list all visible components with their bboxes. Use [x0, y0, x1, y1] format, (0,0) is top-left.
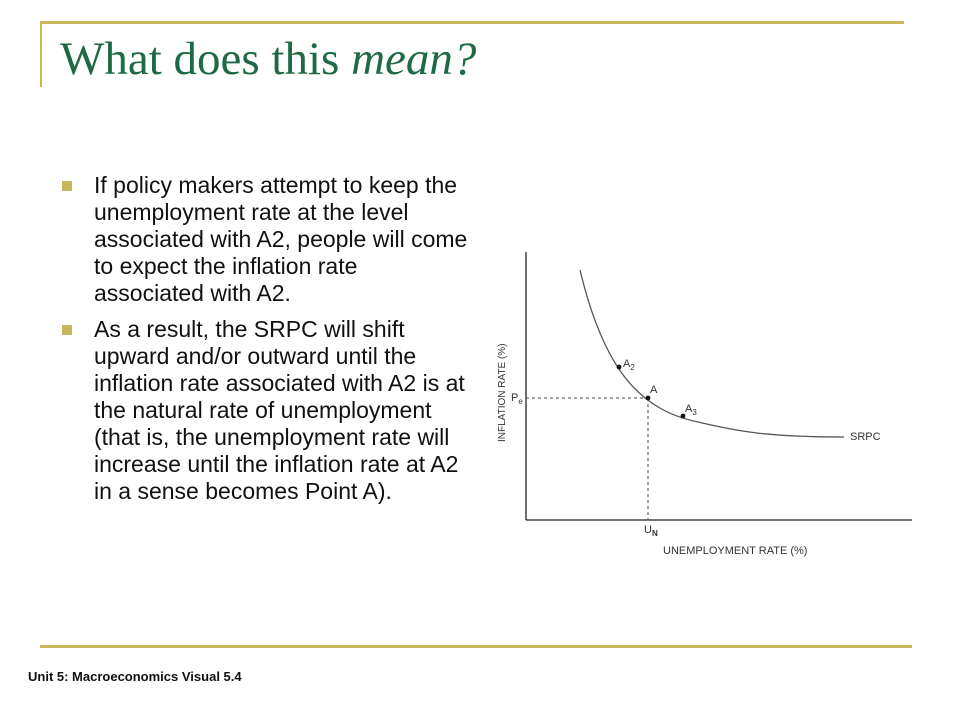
footer-caption: Unit 5: Macroeconomics Visual 5.4 — [28, 669, 242, 684]
srpc-label: SRPC — [850, 431, 881, 443]
label-pe: $P_e$ — [511, 392, 523, 406]
bullet-text: If policy makers attempt to keep the unemployment rate at the level associated with A2, people will come to expect the inflation rate associated with A2. — [94, 172, 468, 306]
frame-left-rule — [40, 21, 42, 87]
bullet-marker-icon — [62, 181, 72, 191]
phillips-curve-graph — [480, 240, 912, 570]
x-axis-label: UNEMPLOYMENT RATE (%) — [663, 545, 808, 557]
label-a3: $A_3$ — [685, 403, 697, 417]
bullet-list — [60, 172, 470, 514]
label-un: $U_N$ — [644, 524, 658, 538]
label-a: A — [650, 384, 658, 396]
bullet-item — [60, 172, 470, 307]
y-axis-label: INFLATION RATE (%) — [497, 343, 508, 442]
bullet-item — [60, 316, 470, 505]
slide-title — [60, 32, 476, 86]
bullet-marker-icon — [62, 325, 72, 335]
point-a — [646, 396, 651, 401]
frame-bottom-rule — [40, 645, 912, 648]
point-a2 — [617, 365, 622, 370]
title-main: What does this — [60, 33, 352, 85]
label-a2: $A_2$ — [623, 358, 635, 372]
srpc-curve — [580, 270, 844, 437]
bullet-text: As a result, the SRPC will shift upward and/or outward until the inflation rate associated with A2 is at the natural rate of unemployment (that is, the unemployment rate will increase until the inflation rate at A2 in a sense becomes Point A). — [94, 316, 465, 504]
frame-top-rule — [40, 21, 904, 24]
title-emphasis: mean? — [351, 33, 477, 85]
